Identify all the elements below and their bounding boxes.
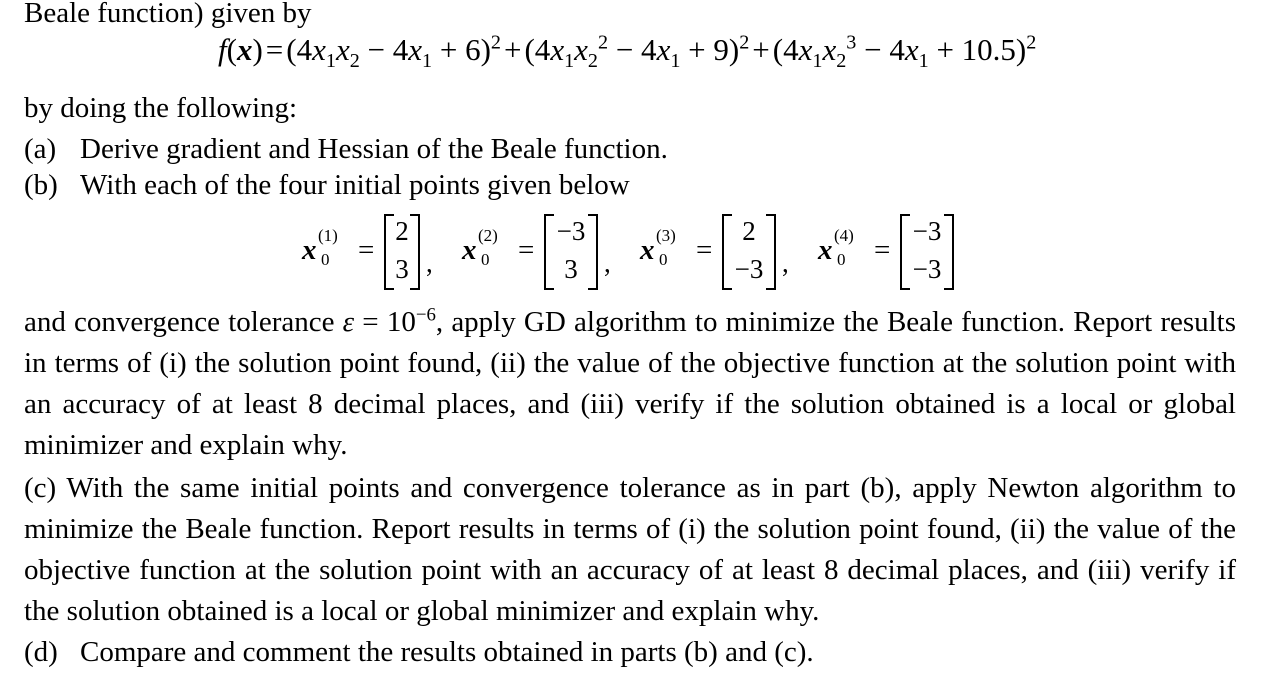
formula-lhs: f — [218, 32, 227, 67]
part-b-instructions: and convergence tolerance $\varepsilon = 10^{-6}$, apply GD algorithm to minimize the Beale function. Report results in terms of (i) the solution point found, (ii) the value of the objective function at the solution point with an accuracy of at least 8 decimal places, and (iii) verify if the solution obtained is a local or global minimizer and explain why. — [24, 304, 1237, 461]
vector-matrix: −3 3 — [544, 214, 598, 290]
beale-formula: $f(x)=(4x_1x_2 - 4x_1 + 6)^2+(4x_1x_2^2 - 4x_1 + 9)^2+(4x_1x_2^3 - 4x_1 + 10.5)^2$ — [218, 31, 1037, 73]
vector-matrix: −3 −3 — [900, 214, 954, 290]
vector-matrix: 2 3 — [384, 214, 420, 290]
part-d-text: Compare and comment the results obtained in parts (b) and (c). — [80, 636, 814, 668]
part-a-label: (a) — [24, 133, 57, 165]
formula-term-1: $(4x_1x_2 - 4x_1 + 6)^2$ — [286, 31, 501, 73]
part-d — [24, 632, 814, 673]
epsilon-symbol: ε — [342, 306, 355, 338]
vector-matrix: 2 −3 — [722, 214, 776, 290]
part-b-text: With each of the four initial points given below — [80, 169, 630, 201]
part-b-label: (b) — [24, 169, 58, 201]
point-symbol: x (1) 0 — [302, 226, 338, 269]
intro-text: Beale function) given by — [24, 0, 312, 29]
part-c — [24, 468, 1236, 632]
part-b — [24, 168, 630, 202]
lead-text: by doing the following: — [24, 92, 298, 124]
point-symbol: x (2) 0 — [462, 226, 498, 269]
formula-term-2: $(4x_1x_2^2 - 4x_1 + 9)^2$ — [524, 31, 750, 73]
part-c-label: (c) — [24, 472, 57, 504]
part-d-label: (d) — [24, 636, 58, 668]
formula-term-3: $(4x_1x_2^3 - 4x_1 + 10.5)^2$ — [772, 31, 1037, 73]
point-symbol: x (3) 0 — [640, 226, 676, 269]
part-a — [24, 132, 668, 166]
part-c-text: With the same initial points and convergence tolerance as in part (b), apply Newton algorithm to minimize the Beale function. Report results in terms of (i) the solution point found, (ii) the value of the objective function at the solution point with an accuracy of at least 8 decimal places, and (iii) verify if the solution obtained is a local or global minimizer and explain why. — [24, 472, 1236, 627]
point-symbol: x (4) 0 — [818, 226, 854, 269]
part-a-text: Derive gradient and Hessian of the Beale function. — [80, 133, 668, 165]
